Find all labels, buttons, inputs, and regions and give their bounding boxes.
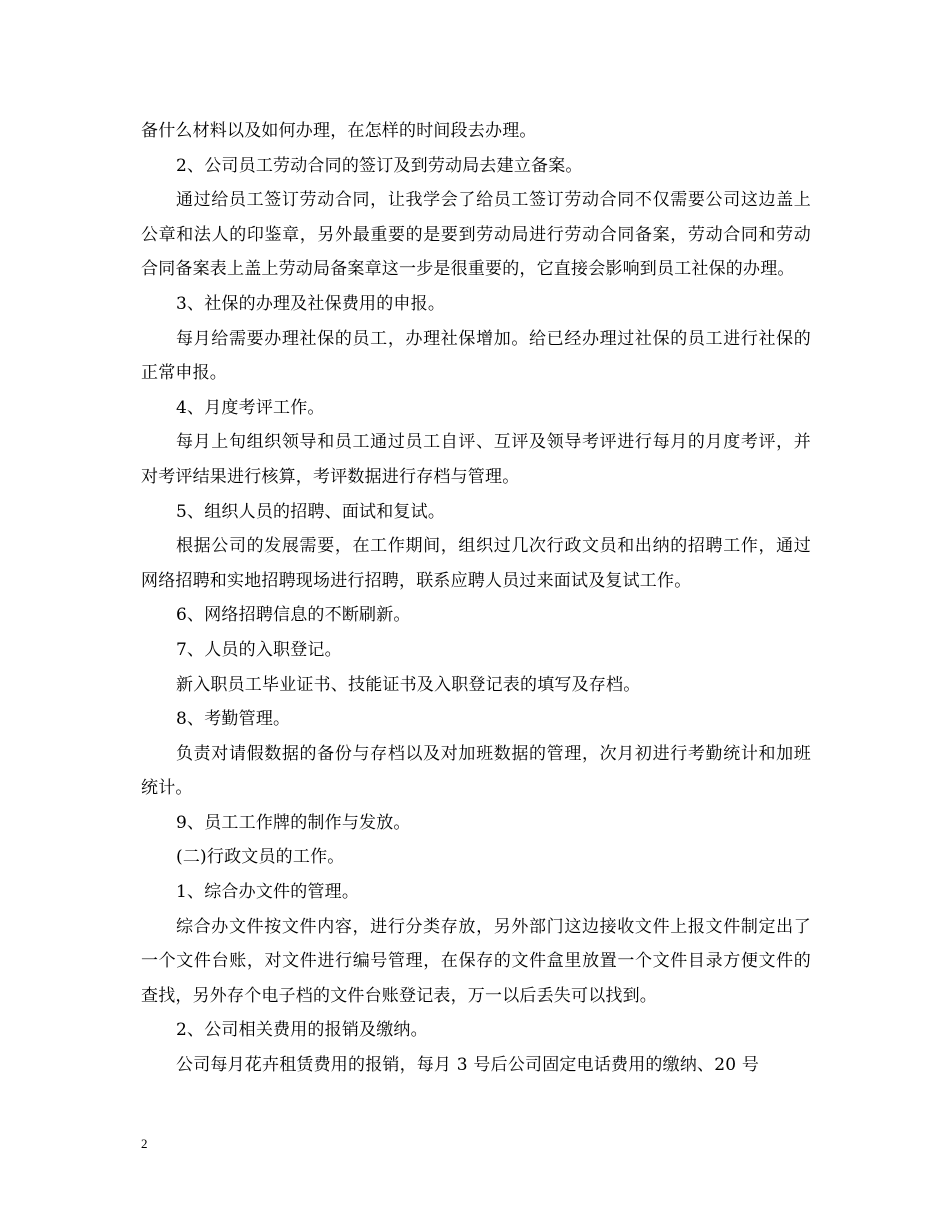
chapter-heading: (二)行政文员的工作。	[176, 847, 345, 868]
section-heading: 3、社保的办理及社保费用的申报。	[176, 293, 446, 314]
section-heading: 2、公司相关费用的报销及缴纳。	[176, 1020, 428, 1041]
paragraph: 负责对请假数据的备份与存档以及对加班数据的管理，次月初进行考勤统计和加班统计。	[141, 743, 811, 799]
paragraph: 备什么材料以及如何办理，在怎样的时间段去办理。	[141, 121, 537, 141]
paragraph: 每月上旬组织领导和员工通过员工自评、互评及领导考评进行每月的月度考评，并对考评结果进行核算，考评数据进行存档与管理。	[141, 432, 811, 487]
section-heading: 2、公司员工劳动合同的签订及到劳动局去建立备案。	[176, 155, 583, 176]
paragraph: 通过给员工签订劳动合同，让我学会了给员工签订劳动合同不仅需要公司这边盖上公章和法人的印鉴章，另外最重要的是要到劳动局进行劳动合同备案，劳动合同和劳动合同备案表上盖上劳动局备案章这一步是很重要的，它直接会影响到员工社保的办理。	[141, 190, 811, 280]
section-heading: 8、考勤管理。	[176, 709, 291, 730]
page-number: 2	[141, 1136, 148, 1151]
document-body	[141, 114, 811, 1083]
section-heading: 4、月度考评工作。	[176, 397, 325, 418]
paragraph: 根据公司的发展需要，在工作期间，组织过几次行政文员和出纳的招聘工作，通过网络招聘和实地招聘现场进行招聘，联系应聘人员过来面试及复试工作。	[141, 536, 811, 591]
section-heading: 7、人员的入职登记。	[176, 639, 342, 660]
section-heading: 9、员工工作牌的制作与发放。	[176, 812, 411, 833]
section-heading: 5、组织人员的招聘、面试和复试。	[176, 501, 446, 522]
paragraph: 综合办文件按文件内容，进行分类存放，另外部门这边接收文件上报文件制定出了一个文件台账，对文件进行编号管理，在保存的文件盒里放置一个文件目录方便文件的查找，另外存个电子档的文件台账登记表，万一以后丢失可以找到。	[141, 916, 811, 1006]
paragraph: 公司每月花卉租赁费用的报销，每月 3 号后公司固定电话费用的缴纳、20 号	[176, 1055, 760, 1076]
section-heading: 6、网络招聘信息的不断刷新。	[176, 605, 411, 626]
paragraph: 每月给需要办理社保的员工，办理社保增加。给已经办理过社保的员工进行社保的正常申报。	[141, 328, 811, 384]
paragraph: 新入职员工毕业证书、技能证书及入职登记表的填写及存档。	[176, 674, 641, 695]
section-heading: 1、综合办文件的管理。	[176, 882, 360, 903]
